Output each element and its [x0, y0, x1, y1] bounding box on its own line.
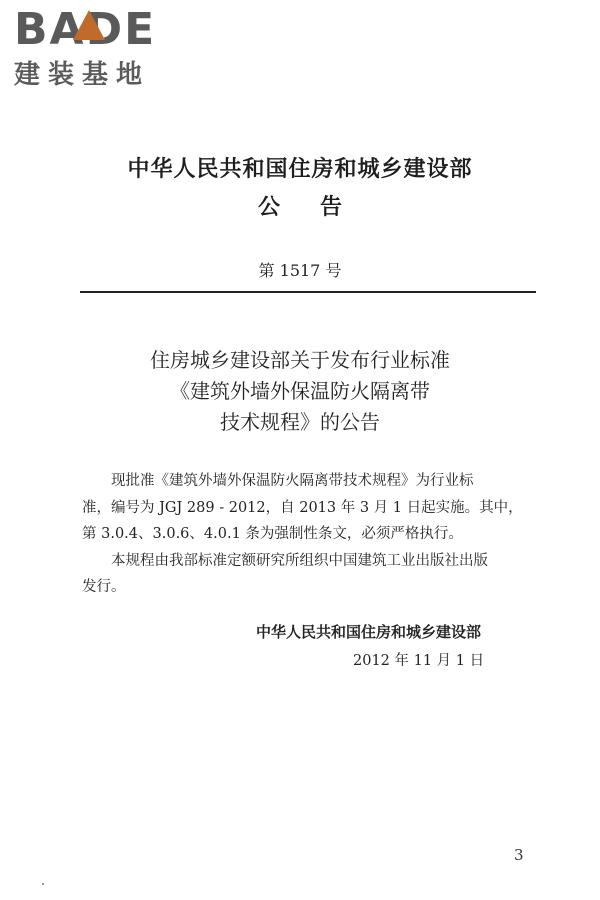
- logo-wordmark: BADE: [14, 4, 157, 55]
- subject-line: 技术规程》的公告: [220, 410, 380, 434]
- header-divider: [80, 291, 536, 293]
- page-number: 3: [514, 846, 524, 864]
- subject-heading: [0, 345, 600, 438]
- notice-number: 第 1517 号: [258, 261, 342, 280]
- notice-body: [82, 468, 522, 601]
- issuer-signature: 中华人民共和国住房和城乡建设部: [256, 623, 482, 641]
- body-line: 发行。: [82, 579, 126, 595]
- body-line: 现批准《建筑外墙外保温防火隔离带技术规程》为行业标: [82, 473, 474, 489]
- subject-line: 《建筑外墙外保温防火隔离带: [170, 379, 430, 403]
- logo-triangle-mark: [73, 10, 105, 40]
- scan-speck: [42, 883, 44, 885]
- subject-line: 住房城乡建设部关于发布行业标准: [150, 348, 450, 372]
- body-line: 准，编号为 JGJ 289 - 2012，自 2013 年 3 月 1 日起实施。其中，: [82, 499, 523, 516]
- bade-logo: [14, 6, 184, 90]
- logo-subtitle: 建装基地: [14, 60, 151, 90]
- notice-title: 公告: [257, 195, 382, 220]
- body-line: 本规程由我部标准定额研究所组织中国建筑工业出版社出版: [82, 552, 488, 569]
- ministry-title: 中华人民共和国住房和城乡建设部: [127, 157, 473, 182]
- body-line: 第 3.0.4、3.0.6、4.0.1 条为强制性条文，必须严格执行。: [82, 526, 463, 542]
- issue-date: 2012 年 11 月 1 日: [353, 653, 485, 669]
